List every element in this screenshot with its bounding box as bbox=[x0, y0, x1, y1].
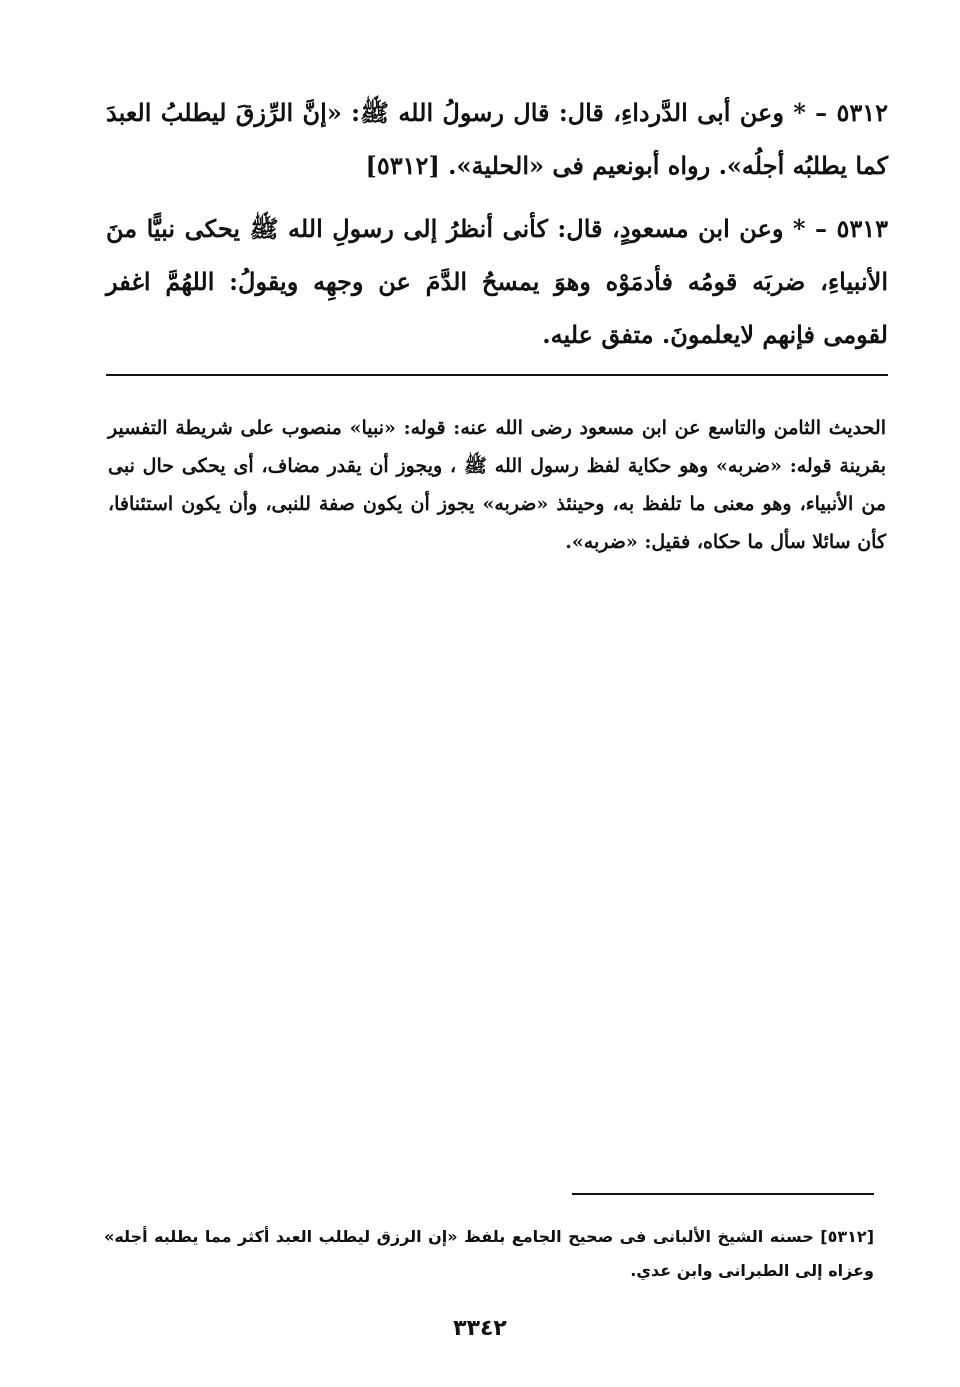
footnote-divider bbox=[572, 1193, 874, 1195]
commentary-text: الحديث الثامن والتاسع عن ابن مسعود رضى الله عنه: قوله: «نبيا» منصوب على شريطة التفسير بقرينة قوله: «ضربه» وهو حكاية لفظ رسول الله ﷺ ، ويجوز أن يقدر مضاف، أى يحكى حال نبى من الأنبياء، وهو معنى ما تلفظ به، وحينئذ «ضربه» يجوز أن يكون صفة للنبى، وأن يكون استئنافا، كأن سائلا سأل ما حكاه، فقيل: «ضربه». bbox=[108, 417, 886, 553]
hadith-5312: ٥٣١٢ – * وعن أبى الدَّرداءِ، قال: قال رسولُ الله ﷺ: «إنَّ الرِّزقَ ليطلبُ العبدَ كما يطلبُه أجلُه». رواه أبونعيم فى «الحلية». [٥٣١٢] bbox=[106, 98, 888, 180]
hadith-5313: ٥٣١٣ – * وعن ابن مسعودٍ، قال: كأنى أنظرُ إلى رسولِ الله ﷺ يحكى نبيًّا منَ الأنبياءِ، ضربَه قومُه فأدمَوْه وهوَ يمسحُ الدَّمَ عن وجهِه ويقولُ: اللهُمَّ اغفر لقومى فإنهم لايعلمونَ. متفق عليه. bbox=[106, 214, 888, 349]
hadith-section bbox=[106, 86, 888, 361]
footnote-text: [٥٣١٢] حسنه الشيخ الألبانى فى صحيح الجامع بلفظ «إن الرزق ليطلب العبد أكثر مما يطلبه أجله» وعزاه إلى الطبرانى وابن عدي. bbox=[104, 1227, 874, 1280]
page-number: ٣٣٤٢ bbox=[453, 1316, 507, 1341]
main-divider bbox=[106, 374, 888, 376]
